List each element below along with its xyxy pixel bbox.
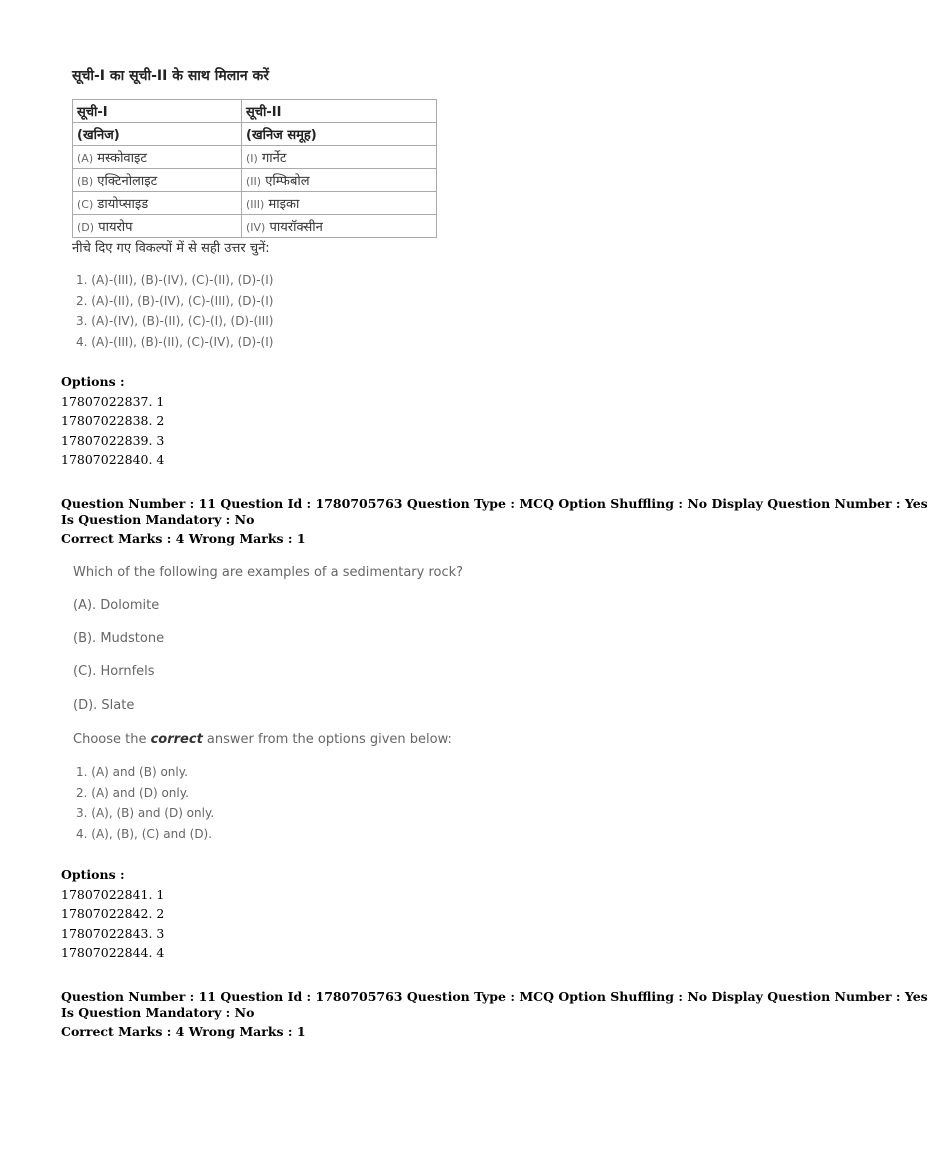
option-id: 17807022839. 3 [61, 432, 165, 448]
question-mandatory-line: Is Question Mandatory : No [61, 512, 255, 527]
answer-choice: 3. (A), (B) and (D) only. [76, 806, 215, 820]
question-item: (A). Dolomite [73, 598, 160, 613]
options-block [61, 865, 164, 963]
answer-choice: 1. (A)-(III), (B)-(IV), (C)-(II), (D)-(I) [76, 273, 274, 287]
answer-choice: 1. (A) and (B) only. [76, 765, 188, 779]
match-heading: सूची-I का सूची-II के साथ मिलान करें [72, 68, 269, 84]
answer-choice: 2. (A) and (D) only. [76, 785, 189, 800]
question-item: (C). Hornfels [73, 664, 155, 679]
answer-choices [76, 270, 273, 352]
question-info-line: Question Number : 11 Question Id : 1780705763 Question Type : MCQ Option Shuffling : No Display Question Number : Yes [61, 989, 928, 1004]
options-label: Options : [61, 374, 125, 389]
table-cell [73, 215, 242, 238]
options-block [61, 372, 164, 470]
item-text: गार्नेट [261, 151, 287, 166]
match-table [72, 99, 437, 238]
instruction-text: answer from the options given below: [202, 732, 452, 747]
question-info-line: Question Number : 11 Question Id : 1780705763 Question Type : MCQ Option Shuffling : No Display Question Number : Yes [61, 496, 928, 511]
item-text: डायोप्साइड [97, 197, 149, 212]
item-number: (A) [77, 152, 94, 165]
instruction-emphasis: correct [150, 732, 203, 747]
question-meta [61, 496, 928, 547]
question-marks-line: Correct Marks : 4 Wrong Marks : 1 [61, 1024, 306, 1039]
question-mandatory-line: Is Question Mandatory : No [61, 1005, 255, 1020]
option-id: 17807022842. 2 [61, 906, 165, 921]
item-number: (IV) [246, 221, 266, 234]
item-number: (III) [246, 198, 265, 211]
answer-choice: 4. (A), (B), (C) and (D). [76, 826, 213, 841]
answer-choice: 2. (A)-(II), (B)-(IV), (C)-(III), (D)-(I) [76, 293, 274, 308]
item-text: एम्फिबोल [265, 174, 310, 189]
table-header-cell: सूची-I [73, 100, 242, 123]
table-subheader-cell: (खनिज) [73, 123, 242, 146]
option-id: 17807022838. 2 [61, 413, 165, 428]
item-number: (C) [77, 198, 94, 211]
table-header-cell: सूची-II [242, 100, 437, 123]
answer-choice: 4. (A)-(III), (B)-(II), (C)-(IV), (D)-(I) [76, 334, 274, 349]
answer-choice: 3. (A)-(IV), (B)-(II), (C)-(I), (D)-(III) [76, 314, 274, 328]
table-cell [73, 169, 242, 192]
question-item: (B). Mudstone [73, 631, 165, 646]
table-row [73, 169, 437, 192]
table-row [73, 215, 437, 238]
item-number: (II) [246, 175, 262, 188]
answer-instruction: नीचे दिए गए विकल्पों में से सही उत्तर चुनें: [72, 241, 270, 256]
options-label: Options : [61, 867, 125, 882]
table-subheader-cell: (खनिज समूह) [242, 123, 437, 146]
item-text: मस्कोवाइट [97, 151, 147, 166]
option-id: 17807022844. 4 [61, 945, 165, 960]
item-number: (B) [77, 175, 94, 188]
table-row [73, 192, 437, 215]
option-id: 17807022841. 1 [61, 886, 165, 902]
question-text: Which of the following are examples of a sedimentary rock? [73, 565, 464, 580]
option-id: 17807022840. 4 [61, 452, 165, 467]
question-item: (D). Slate [73, 698, 135, 713]
table-cell [242, 192, 437, 215]
table-cell [73, 192, 242, 215]
item-text: माइका [268, 197, 300, 212]
table-subheader-row [73, 123, 437, 146]
option-id: 17807022843. 3 [61, 925, 165, 941]
answer-choices [76, 762, 214, 844]
item-text: एक्टिनोलाइट [97, 174, 158, 189]
table-cell [242, 146, 437, 169]
answer-instruction [73, 732, 452, 747]
item-number: (D) [77, 221, 95, 234]
table-cell [73, 146, 242, 169]
table-row [73, 146, 437, 169]
item-text: पायरोप [98, 220, 133, 235]
instruction-text: Choose the [73, 732, 151, 747]
question-meta [61, 989, 928, 1040]
table-cell [242, 169, 437, 192]
question-marks-line: Correct Marks : 4 Wrong Marks : 1 [61, 531, 306, 546]
item-number: (I) [246, 152, 258, 165]
table-cell [242, 215, 437, 238]
option-id: 17807022837. 1 [61, 393, 165, 409]
item-text: पायरॉक्सीन [269, 220, 323, 235]
table-header-row [73, 100, 437, 123]
